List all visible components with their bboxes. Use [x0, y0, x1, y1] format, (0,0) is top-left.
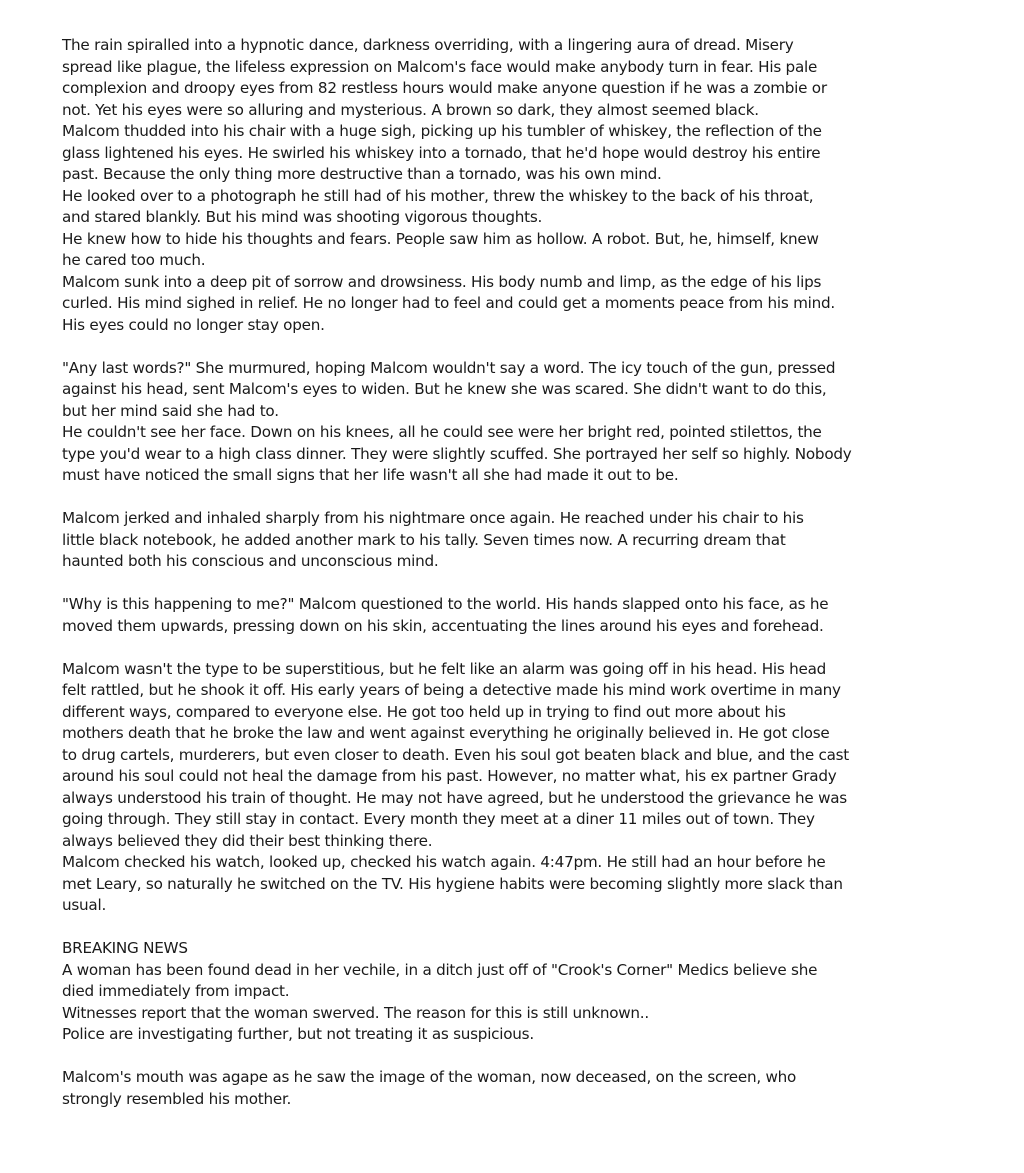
text-line: He looked over to a photograph he still had of his mother, threw the whiskey to the back of his throat,: [62, 186, 814, 205]
text-line: Malcom wasn't the type to be superstitious, but he felt like an alarm was going off in his head. His head: [62, 659, 827, 678]
text-line: Malcom thudded into his chair with a huge sigh, picking up his tumbler of whiskey, the reflection of the: [62, 122, 822, 140]
paragraph-gap: [62, 573, 962, 595]
paragraph: [62, 35, 962, 336]
text-line: usual.: [62, 896, 107, 914]
paragraph-gap: [62, 637, 962, 659]
text-line: The rain spiralled into a hypnotic dance, darkness overriding, with a lingering aura of dread. Misery: [62, 36, 794, 54]
text-line: "Why is this happening to me?" Malcom questioned to the world. His hands slapped onto his face, as he: [62, 595, 829, 613]
text-line: always understood his train of thought. He may not have agreed, but he understood the grievance he was: [62, 788, 847, 807]
text-line: moved them upwards, pressing down on his skin, accentuating the lines around his eyes and forehead.: [62, 616, 824, 635]
text-line: little black notebook, he added another mark to his tally. Seven times now. A recurring dream that: [62, 530, 786, 549]
text-line: Malcom checked his watch, looked up, checked his watch again. 4:47pm. He still had an hour before he: [62, 853, 826, 871]
paragraph: [62, 358, 962, 487]
text-line: died immediately from impact.: [62, 982, 290, 1000]
text-line: not. Yet his eyes were so alluring and mysterious. A brown so dark, they almost seemed black.: [62, 100, 759, 119]
text-line: "Any last words?" She murmured, hoping Malcom wouldn't say a word. The icy touch of the gun, pressed: [62, 358, 836, 377]
text-line: He knew how to hide his thoughts and fears. People saw him as hollow. A robot. But, he, himself, knew: [62, 229, 819, 248]
text-line: glass lightened his eyes. He swirled his whiskey into a tornado, that he'd hope would destroy his entire: [62, 143, 821, 162]
text-line: against his head, sent Malcom's eyes to widen. But he knew she was scared. She didn't want to do this,: [62, 380, 827, 398]
text-line: type you'd wear to a high class dinner. They were slightly scuffed. She portrayed her self so highly. Nobody: [62, 444, 852, 463]
paragraph-gap: [62, 336, 962, 358]
paragraph: [62, 938, 962, 1046]
text-line: spread like plague, the lifeless expression on Malcom's face would make anybody turn in fear. His pale: [62, 57, 818, 76]
text-line: different ways, compared to everyone else. He got too held up in trying to find out more about his: [62, 702, 786, 721]
text-line: around his soul could not heal the damage from his past. However, no matter what, his ex partner Grady: [62, 767, 837, 785]
paragraph: [62, 594, 962, 637]
text-line: curled. His mind sighed in relief. He no longer had to feel and could get a moments peace from his mind.: [62, 294, 835, 312]
text-line: going through. They still stay in contact. Every month they meet at a diner 11 miles out of town. They: [62, 810, 815, 828]
text-line: A woman has been found dead in her vechile, in a ditch just off of "Crook's Corner" Medics believe she: [62, 960, 818, 979]
paragraph: [62, 1067, 962, 1110]
text-line: but her mind said she had to.: [62, 401, 279, 420]
text-line: Witnesses report that the woman swerved. The reason for this is still unknown..: [62, 1003, 649, 1022]
paragraph-gap: [62, 1046, 962, 1068]
text-line: Malcom's mouth was agape as he saw the image of the woman, now deceased, on the screen, who: [62, 1068, 797, 1086]
text-line: past. Because the only thing more destructive than a tornado, was his own mind.: [62, 165, 662, 183]
text-line: haunted both his conscious and unconscious mind.: [62, 552, 439, 570]
paragraph-gap: [62, 917, 962, 939]
text-line: Malcom sunk into a deep pit of sorrow and drowsiness. His body numb and limp, as the edge of his lips: [62, 272, 822, 291]
text-line: mothers death that he broke the law and went against everything he originally believed in. He got close: [62, 724, 830, 742]
text-line: strongly resembled his mother.: [62, 1089, 292, 1108]
document-body: [62, 35, 962, 1110]
text-line: always believed they did their best thinking there.: [62, 831, 433, 850]
text-line: he cared too much.: [62, 251, 206, 269]
text-line: BREAKING NEWS: [62, 939, 188, 957]
text-line: His eyes could no longer stay open.: [62, 315, 325, 334]
text-line: met Leary, so naturally he switched on the TV. His hygiene habits were becoming slightly more slack than: [62, 874, 843, 893]
paragraph-gap: [62, 487, 962, 509]
text-line: Malcom jerked and inhaled sharply from his nightmare once again. He reached under his chair to his: [62, 509, 804, 527]
paragraph: [62, 508, 962, 573]
text-line: felt rattled, but he shook it off. His early years of being a detective made his mind work overtime in many: [62, 681, 841, 699]
text-line: to drug cartels, murderers, but even closer to death. Even his soul got beaten black and blue, and the cast: [62, 745, 850, 764]
text-line: must have noticed the small signs that her life wasn't all she had made it out to be.: [62, 466, 679, 484]
paragraph: [62, 659, 962, 917]
text-line: Police are investigating further, but not treating it as suspicious.: [62, 1025, 534, 1043]
text-line: and stared blankly. But his mind was shooting vigorous thoughts.: [62, 208, 543, 226]
text-line: He couldn't see her face. Down on his knees, all he could see were her bright red, pointed stilettos, the: [62, 423, 822, 441]
text-line: complexion and droopy eyes from 82 restless hours would make anyone question if he was a zombie or: [62, 79, 827, 97]
